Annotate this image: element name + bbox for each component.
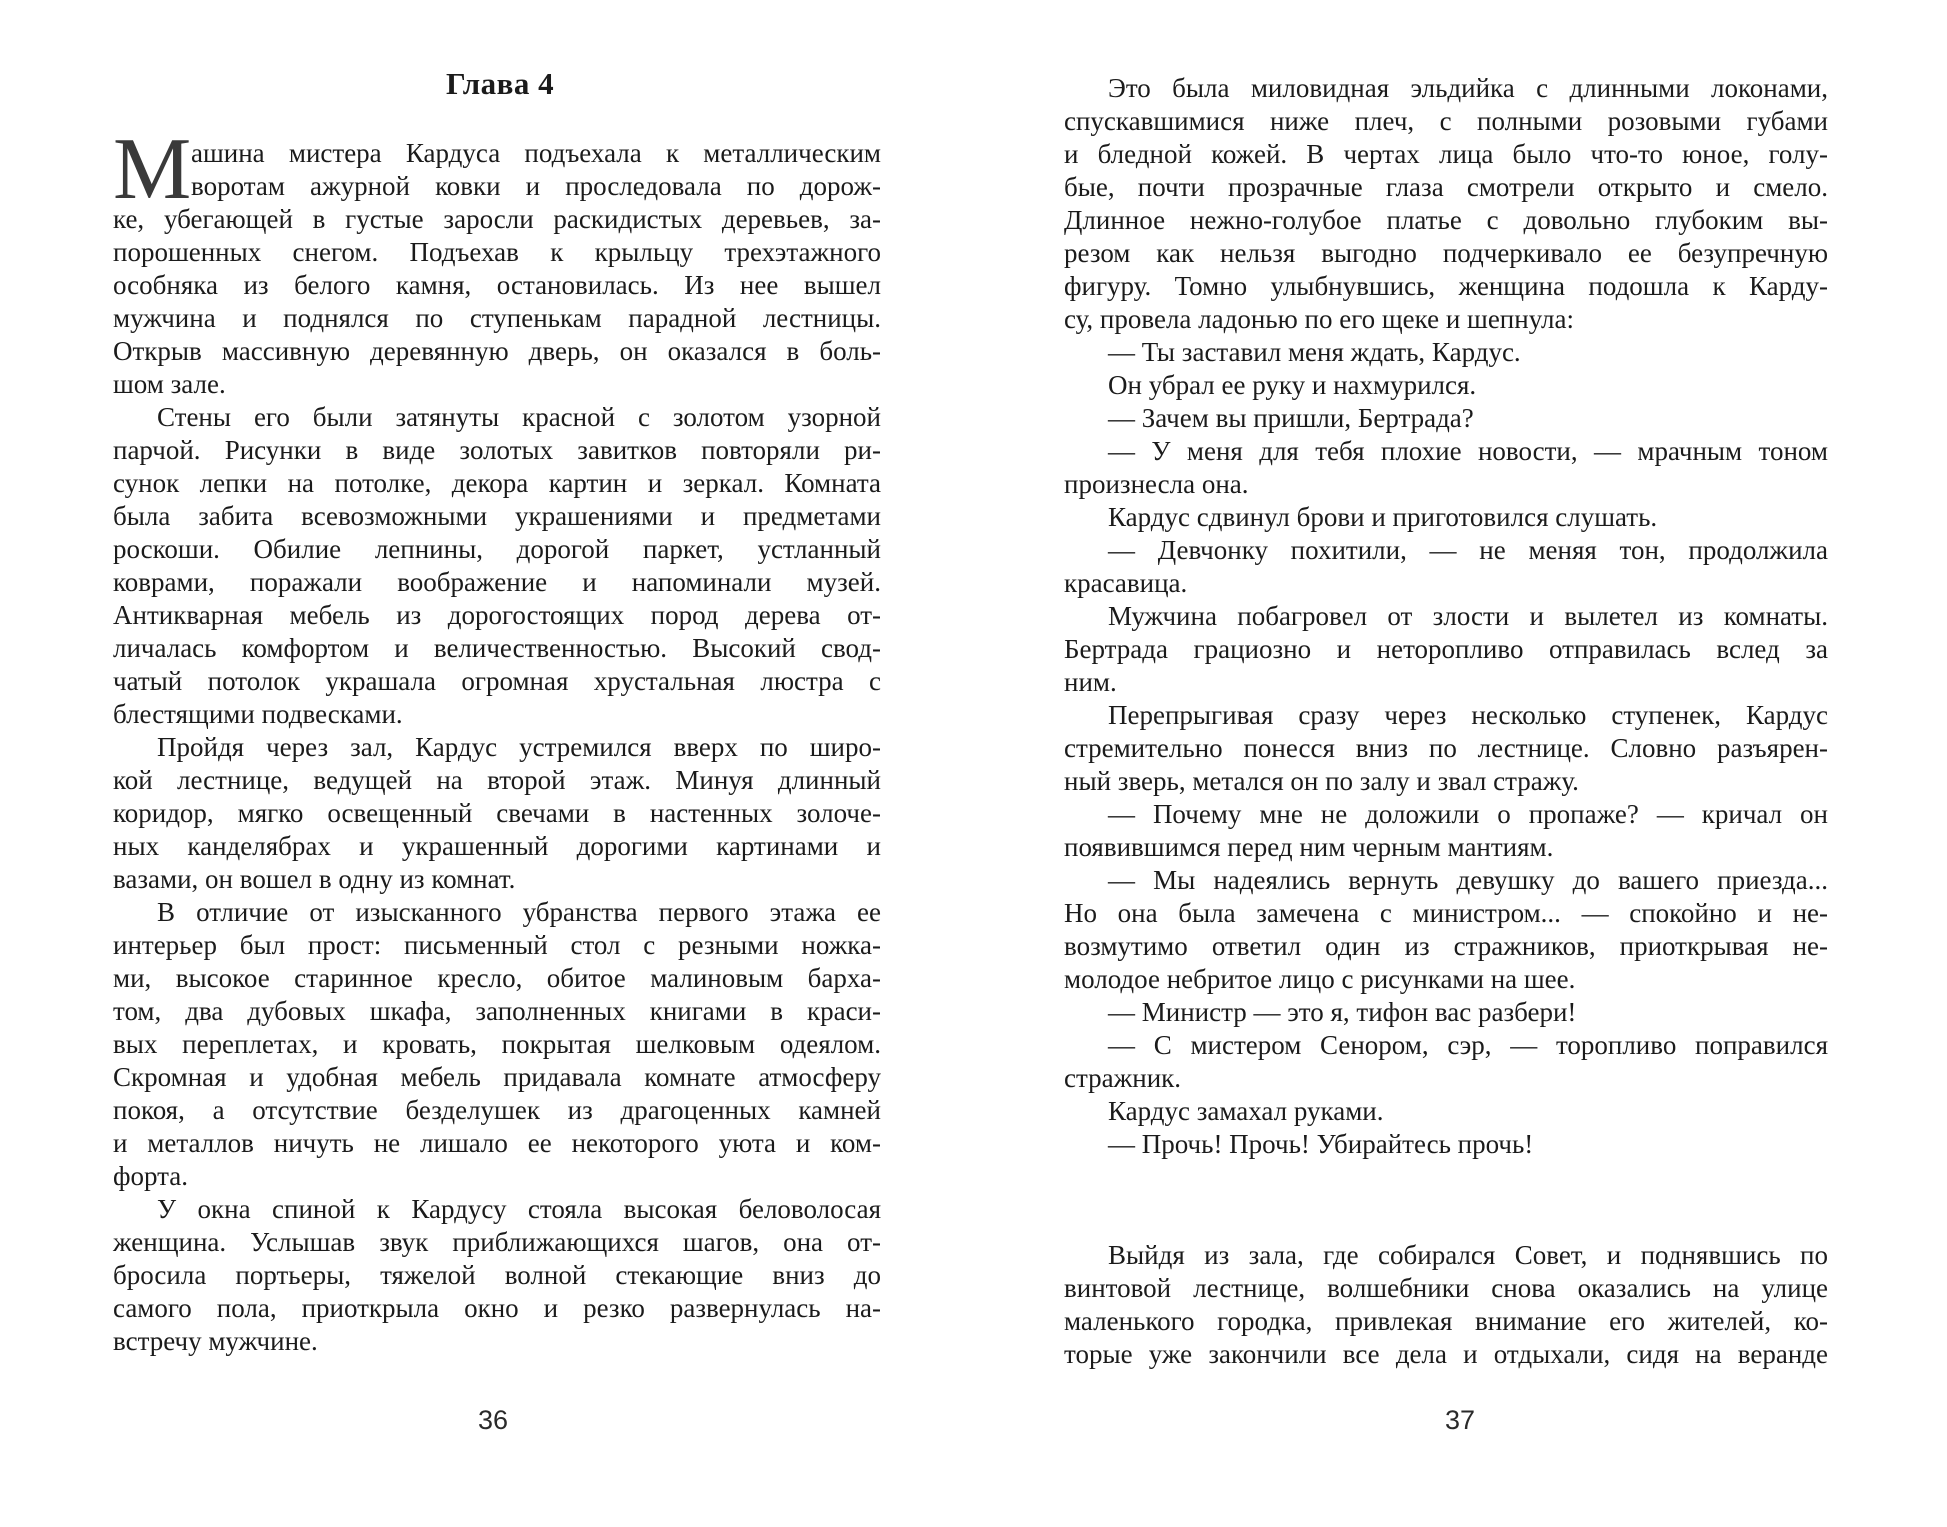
- text-line: коридор, мягко освещенный свечами в настенных золоче-: [113, 798, 881, 828]
- text-line: су, провела ладонью по его щеке и шепнула:: [1064, 304, 1574, 334]
- text-line: — У меня для тебя плохие новости, — мрачным тоном: [1108, 436, 1828, 466]
- text-line: стражник.: [1064, 1063, 1182, 1093]
- text-line: покоя, а отсутствие безделушек из драгоценных камней: [113, 1095, 881, 1125]
- text-line: парчой. Рисунки в виде золотых завитков повторяли ри-: [113, 435, 881, 465]
- text-line: — Мы надеялись вернуть девушку до вашего приезда...: [1108, 865, 1828, 895]
- text-line: вазами, он вошел в одну из комнат.: [113, 864, 516, 894]
- text-line: сунок лепки на потолке, декора картин и зеркал. Комната: [113, 468, 881, 498]
- text-line: особняка из белого камня, остановилась. Из нее вышел: [113, 270, 881, 300]
- text-line: Бертрада грациозно и неторопливо отправилась вслед за: [1064, 634, 1828, 664]
- text-line: маленького городка, привлекая внимание его жителей, ко-: [1064, 1306, 1828, 1336]
- text-line: кой лестнице, ведущей на второй этаж. Минуя длинный: [113, 765, 881, 795]
- text-line: женщина. Услышав звук приближающихся шагов, она от-: [113, 1227, 881, 1257]
- text-line: ке, убегающей в густые заросли раскидистых деревьев, за-: [113, 204, 881, 234]
- text-line: том, два дубовых шкафа, заполненных книгами в краси-: [113, 996, 881, 1026]
- text-line: Стены его были затянуты красной с золотом узорной: [157, 402, 881, 432]
- text-line: Длинное нежно-голубое платье с довольно глубоким вы-: [1064, 205, 1828, 235]
- text-line: Открыв массивную деревянную дверь, он оказался в боль-: [113, 336, 881, 366]
- right-page-section-break-text: [1064, 1239, 1828, 1371]
- right-page: [975, 0, 1947, 1527]
- text-line: стремительно понесся вниз по лестнице. Словно разъярен-: [1064, 733, 1828, 763]
- text-line: Перепрыгивая сразу через несколько ступенек, Кардус: [1108, 700, 1828, 730]
- text-line: спускавшимися ниже плеч, с полными розовыми губами: [1064, 106, 1828, 136]
- text-line: — Почему мне не доложили о пропаже? — кричал он: [1108, 799, 1828, 829]
- text-line: ный зверь, метался он по залу и звал стражу.: [1064, 766, 1579, 796]
- text-line: возмутимо ответил один из стражников, приоткрывая не-: [1064, 931, 1828, 961]
- right-page-text: [1064, 72, 1828, 1161]
- text-line: — Прочь! Прочь! Убирайтесь прочь!: [1108, 1129, 1534, 1159]
- text-line: красавица.: [1064, 568, 1188, 598]
- drop-cap: М: [113, 121, 192, 218]
- text-line: Кардус сдвинул брови и приготовился слушать.: [1108, 502, 1658, 532]
- text-line: коврами, поражали воображение и напоминали музей.: [113, 567, 881, 597]
- text-line: — Ты заставил меня ждать, Кардус.: [1108, 337, 1521, 367]
- text-line: ных канделябрах и украшенный дорогими картинами и: [113, 831, 881, 861]
- chapter-title: Глава 4: [446, 66, 555, 101]
- text-line: Мужчина побагровел от злости и вылетел из комнаты.: [1108, 601, 1828, 631]
- text-line: резом как нельзя выгодно подчеркивало ее безупречную: [1064, 238, 1828, 268]
- text-line: У окна спиной к Кардусу стояла высокая беловолосая: [157, 1194, 881, 1224]
- text-line: ним.: [1064, 667, 1117, 697]
- text-line: мужчина и поднялся по ступенькам парадной лестницы.: [113, 303, 881, 333]
- text-line: бросила портьеры, тяжелой волной стекающие вниз до: [113, 1260, 881, 1290]
- text-line: ашина мистера Кардуса подъехала к металлическим: [191, 138, 881, 168]
- text-line: была забита всевозможными украшениями и предметами: [113, 501, 881, 531]
- text-line: — Девчонку похитили, — не меняя тон, продолжила: [1108, 535, 1828, 565]
- text-line: Скромная и удобная мебель придавала комнате атмосферу: [113, 1062, 881, 1092]
- text-line: появившимся перед ним черным мантиям.: [1064, 832, 1554, 862]
- text-line: Кардус замахал руками.: [1108, 1096, 1384, 1126]
- text-line: торые уже закончили все дела и отдыхали, сидя на веранде: [1064, 1339, 1828, 1369]
- text-line: фигуру. Томно улыбнувшись, женщина подошла к Карду-: [1064, 271, 1828, 301]
- page-number: 36: [478, 1405, 509, 1435]
- text-line: ми, высокое старинное кресло, обитое малиновым барха-: [113, 963, 881, 993]
- text-line: и металлов ничуть не лишало ее некоторого уюта и ком-: [113, 1128, 881, 1158]
- text-line: бые, почти прозрачные глаза смотрели открыто и смело.: [1064, 172, 1828, 202]
- text-line: личалась комфортом и величественностью. Высокий свод-: [113, 633, 881, 663]
- text-line: форта.: [113, 1161, 189, 1191]
- text-line: интерьер был прост: письменный стол с резными ножка-: [113, 930, 881, 960]
- text-line: Антикварная мебель из дорогостоящих пород дерева от-: [113, 600, 881, 630]
- text-line: — Министр — это я, тифон вас разбери!: [1108, 997, 1577, 1027]
- text-line: самого пола, приоткрыла окно и резко развернулась на-: [113, 1293, 881, 1323]
- text-line: Пройдя через зал, Кардус устремился вверх по широ-: [157, 732, 881, 762]
- text-line: — С мистером Сенором, сэр, — торопливо поправился: [1108, 1030, 1828, 1060]
- page-number: 37: [1445, 1405, 1476, 1435]
- text-line: молодое небритое лицо с рисунками на шее.: [1064, 964, 1576, 994]
- text-line: Выйдя из зала, где собирался Совет, и поднявшись по: [1108, 1240, 1828, 1270]
- text-line: роскоши. Обилие лепнины, дорогой паркет, устланный: [113, 534, 881, 564]
- text-line: порошенных снегом. Подъехав к крыльцу трехэтажного: [113, 237, 881, 267]
- text-line: — Зачем вы пришли, Бертрада?: [1108, 403, 1474, 433]
- text-line: вых переплетах, и кровать, покрытая шелковым одеялом.: [113, 1029, 881, 1059]
- text-line: шом зале.: [113, 369, 226, 399]
- text-line: чатый потолок украшала огромная хрустальная люстра с: [113, 666, 881, 696]
- text-line: встречу мужчине.: [113, 1326, 318, 1356]
- text-line: Но она была замечена с министром... — спокойно и не-: [1064, 898, 1828, 928]
- text-line: винтовой лестнице, волшебники снова оказались на улице: [1064, 1273, 1828, 1303]
- left-page-text: [113, 137, 881, 1358]
- text-line: блестящими подвесками.: [113, 699, 403, 729]
- text-line: Он убрал ее руку и нахмурился.: [1108, 370, 1477, 400]
- text-line: воротам ажурной ковки и проследовала по дорож-: [191, 171, 881, 201]
- text-line: и бледной кожей. В чертах лица было что-то юное, голу-: [1064, 139, 1828, 169]
- text-line: произнесла она.: [1064, 469, 1249, 499]
- text-line: В отличие от изысканного убранства первого этажа ее: [157, 897, 881, 927]
- text-line: Это была миловидная эльдийка с длинными локонами,: [1108, 73, 1828, 103]
